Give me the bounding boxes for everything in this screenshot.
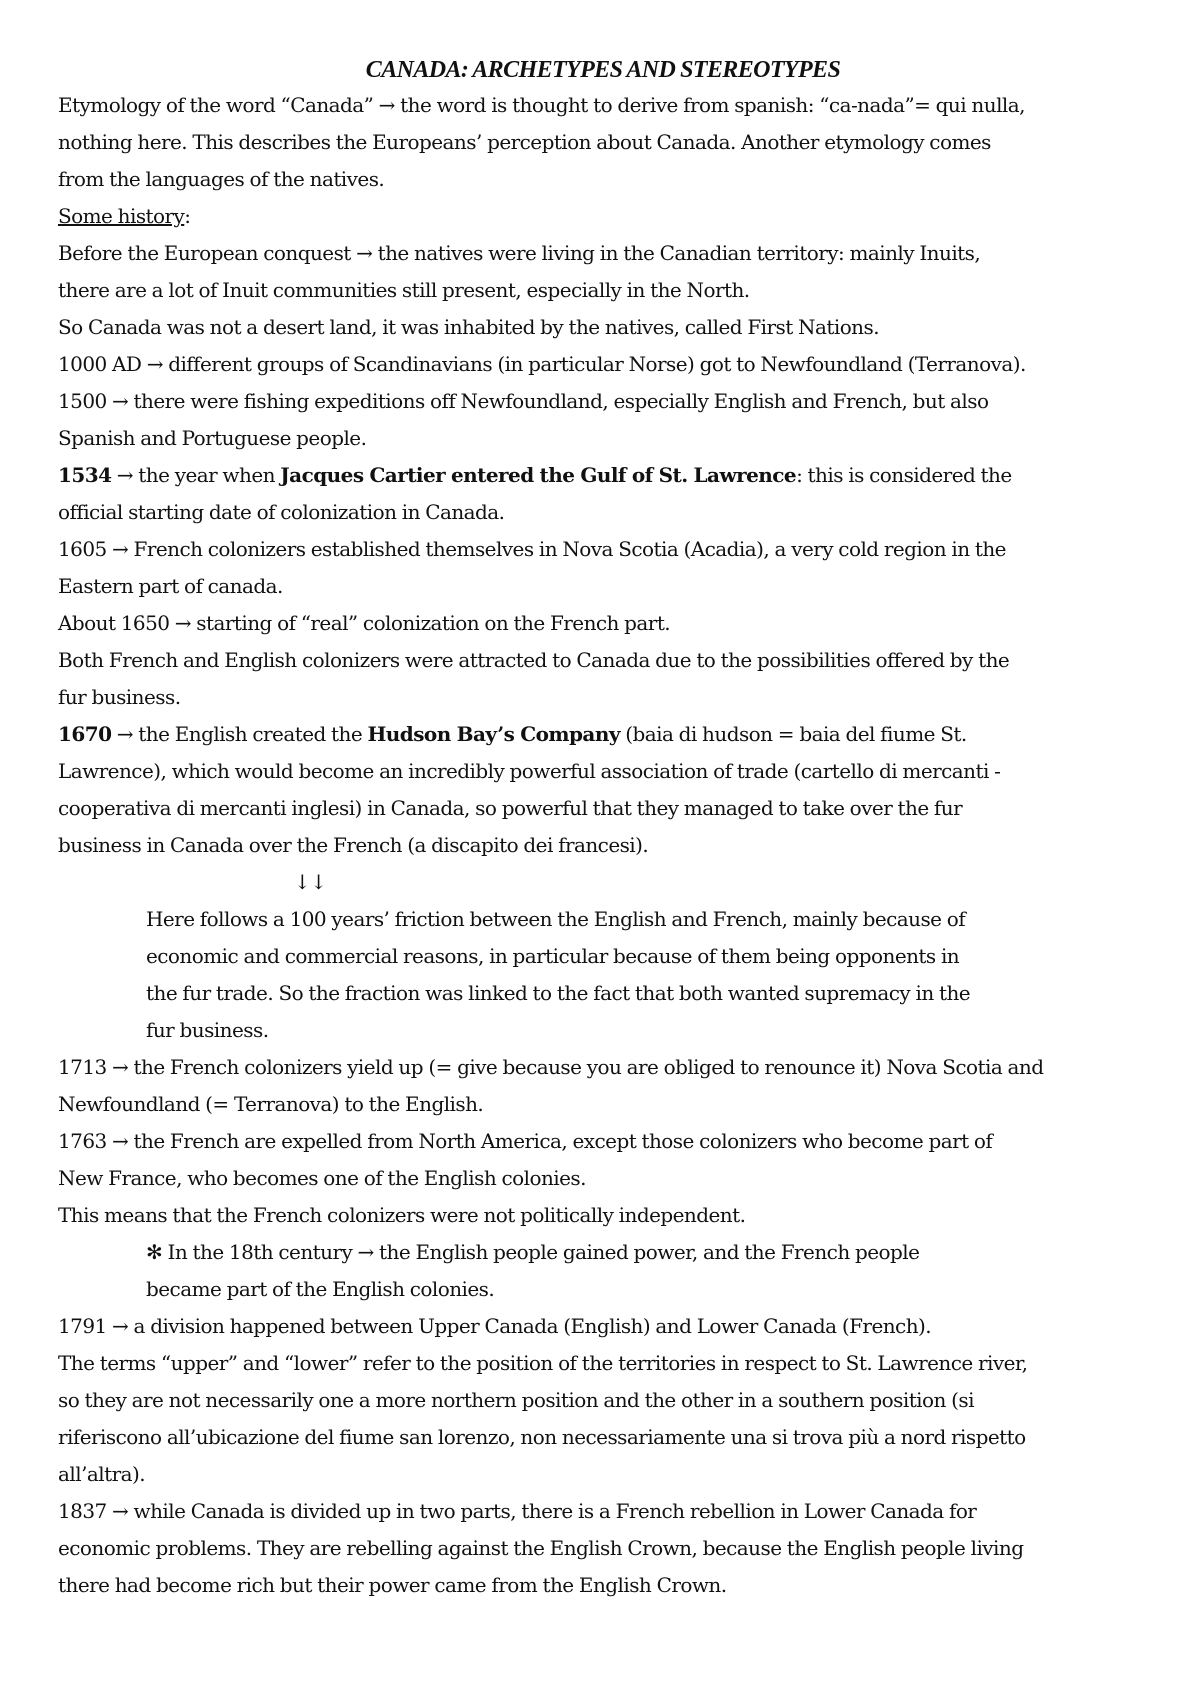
- text-line: from the languages of the natives.: [58, 167, 385, 191]
- text-line: Etymology of the word “Canada” → the word is thought to derive from spanish: “ca-nada”= qui nulla,: [58, 93, 1025, 117]
- text-line: fur business.: [58, 685, 181, 709]
- indented-line: economic and commercial reasons, in particular because of them being opponents in: [146, 944, 960, 968]
- document-title: CANADA: ARCHETYPES AND STEREOTYPES: [365, 57, 841, 83]
- text-line: official starting date of colonization in Canada.: [58, 500, 505, 524]
- text-line: 1837 → while Canada is divided up in two parts, there is a French rebellion in Lower Canada for: [58, 1499, 977, 1523]
- text-line: there had become rich but their power came from the English Crown.: [58, 1573, 727, 1597]
- asterisk-note-line: ✻ In the 18th century → the English people gained power, and the French people: [146, 1240, 920, 1264]
- text-line: Eastern part of canada.: [58, 574, 283, 598]
- indented-line: Here follows a 100 years’ friction between the English and French, mainly because of: [146, 907, 966, 931]
- year-1670: 1670: [58, 722, 112, 746]
- text-line: Newfoundland (= Terranova) to the English.: [58, 1092, 484, 1116]
- text-line: cooperativa di mercanti inglesi) in Canada, so powerful that they managed to take over the fur: [58, 796, 963, 820]
- text-line: 1763 → the French are expelled from North America, except those colonizers who become part of: [58, 1129, 993, 1153]
- text-line: Lawrence), which would become an incredibly powerful association of trade (cartello di mercanti -: [58, 759, 1001, 783]
- document-page: [58, 50, 1148, 1604]
- section-heading-label: Some history: [58, 204, 185, 228]
- text-line: 1605 → French colonizers established themselves in Nova Scotia (Acadia), a very cold region in the: [58, 537, 1006, 561]
- text-line: About 1650 → starting of “real” colonization on the French part.: [58, 611, 671, 635]
- text-line: so they are not necessarily one a more northern position and the other in a southern position (si: [58, 1388, 974, 1412]
- text-line: Before the European conquest → the natives were living in the Canadian territory: mainly Inuits,: [58, 241, 981, 265]
- jacques-cartier-emphasis: Jacques Cartier entered the Gulf of St. Lawrence: [280, 463, 797, 487]
- text-line: 1791 → a division happened between Upper Canada (English) and Lower Canada (French).: [58, 1314, 932, 1338]
- hudson-bay-company-emphasis: Hudson Bay’s Company: [367, 722, 620, 746]
- text-line: The terms “upper” and “lower” refer to the position of the territories in respect to St. Lawrence river,: [58, 1351, 1028, 1375]
- text-line: So Canada was not a desert land, it was inhabited by the natives, called First Nations.: [58, 315, 880, 339]
- text-line: Both French and English colonizers were attracted to Canada due to the possibilities offered by the: [58, 648, 1010, 672]
- text-line: New France, who becomes one of the English colonies.: [58, 1166, 586, 1190]
- year-1534: 1534: [58, 463, 112, 487]
- text-line: 1500 → there were fishing expeditions off Newfoundland, especially English and French, but also: [58, 389, 989, 413]
- section-heading-colon: :: [184, 204, 191, 228]
- text-line: economic problems. They are rebelling against the English Crown, because the English people living: [58, 1536, 1024, 1560]
- text-line: 1713 → the French colonizers yield up (= give because you are obliged to renounce it) Nova Scotia and: [58, 1055, 1044, 1079]
- text-line: [58, 716, 1148, 753]
- line-part: → the year when: [111, 463, 281, 487]
- text-line: riferiscono all’ubicazione del fiume san lorenzo, non necessariamente una si trova più a nord rispetto: [58, 1425, 1026, 1449]
- text-line: business in Canada over the French (a discapito dei francesi).: [58, 833, 649, 857]
- text-line: there are a lot of Inuit communities still present, especially in the North.: [58, 278, 750, 302]
- down-arrows-icon: ↓↓: [294, 870, 327, 894]
- text-line: nothing here. This describes the Europeans’ perception about Canada. Another etymology comes: [58, 130, 991, 154]
- text-line: Spanish and Portuguese people.: [58, 426, 367, 450]
- line-part: (baia di hudson = baia del fiume St.: [619, 722, 967, 746]
- text-line: 1000 AD → different groups of Scandinavians (in particular Norse) got to Newfoundland (Terranova).: [58, 352, 1026, 376]
- section-heading: [58, 198, 1148, 235]
- indented-line: fur business.: [146, 1018, 269, 1042]
- text-line: This means that the French colonizers were not politically independent.: [58, 1203, 746, 1227]
- indented-line: became part of the English colonies.: [146, 1277, 495, 1301]
- line-part: : this is considered the: [796, 463, 1012, 487]
- text-line: all’altra).: [58, 1462, 146, 1486]
- indented-line: the fur trade. So the fraction was linked to the fact that both wanted supremacy in the: [146, 981, 971, 1005]
- text-line: [58, 457, 1148, 494]
- line-part: → the English created the: [111, 722, 368, 746]
